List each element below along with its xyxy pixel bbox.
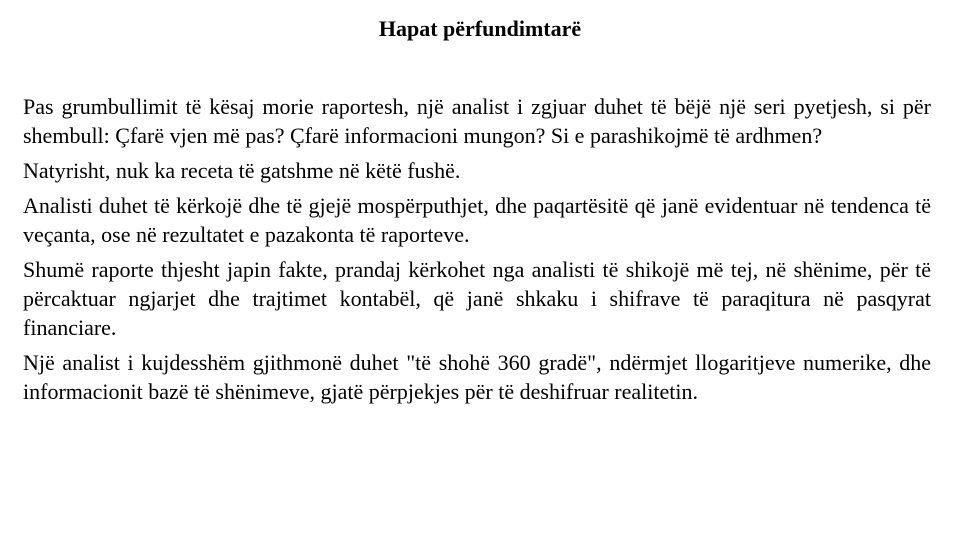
paragraph-1: Pas grumbullimit të kësaj morie raportesh, një analist i zgjuar duhet të bëjë një seri pyetjesh, si për shembull: Çfarë vjen më pas? Çfarë informacioni mungon? Si e parashikojmë të ardhmen?	[23, 94, 931, 148]
paragraph-2: Natyrisht, nuk ka receta të gatshme në këtë fushë.	[23, 158, 461, 183]
paragraph-5: Një analist i kujdesshëm gjithmonë duhet "të shohë 360 gradë", ndërmjet llogaritjeve numerike, dhe informacionit bazë të shënimeve, gjatë përpjekjes për të deshifruar realitetin.	[23, 350, 931, 404]
paragraph-4: Shumë raporte thjesht japin fakte, prandaj kërkohet nga analisti të shikojë më tej, në shënime, për të përcaktuar ngjarjet dhe trajtimet kontabël, që janë shkaku i shifrave të paraqitura në pasqyrat financiare.	[23, 257, 931, 340]
paragraph-3: Analisti duhet të kërkojë dhe të gjejë mospërputhjet, dhe paqartësitë që janë evidentuar në tendenca të veçanta, ose në rezultatet e pazakonta të raporteve.	[23, 193, 931, 247]
slide-title: Hapat përfundimtarë	[378, 16, 582, 41]
slide-body	[23, 92, 931, 412]
